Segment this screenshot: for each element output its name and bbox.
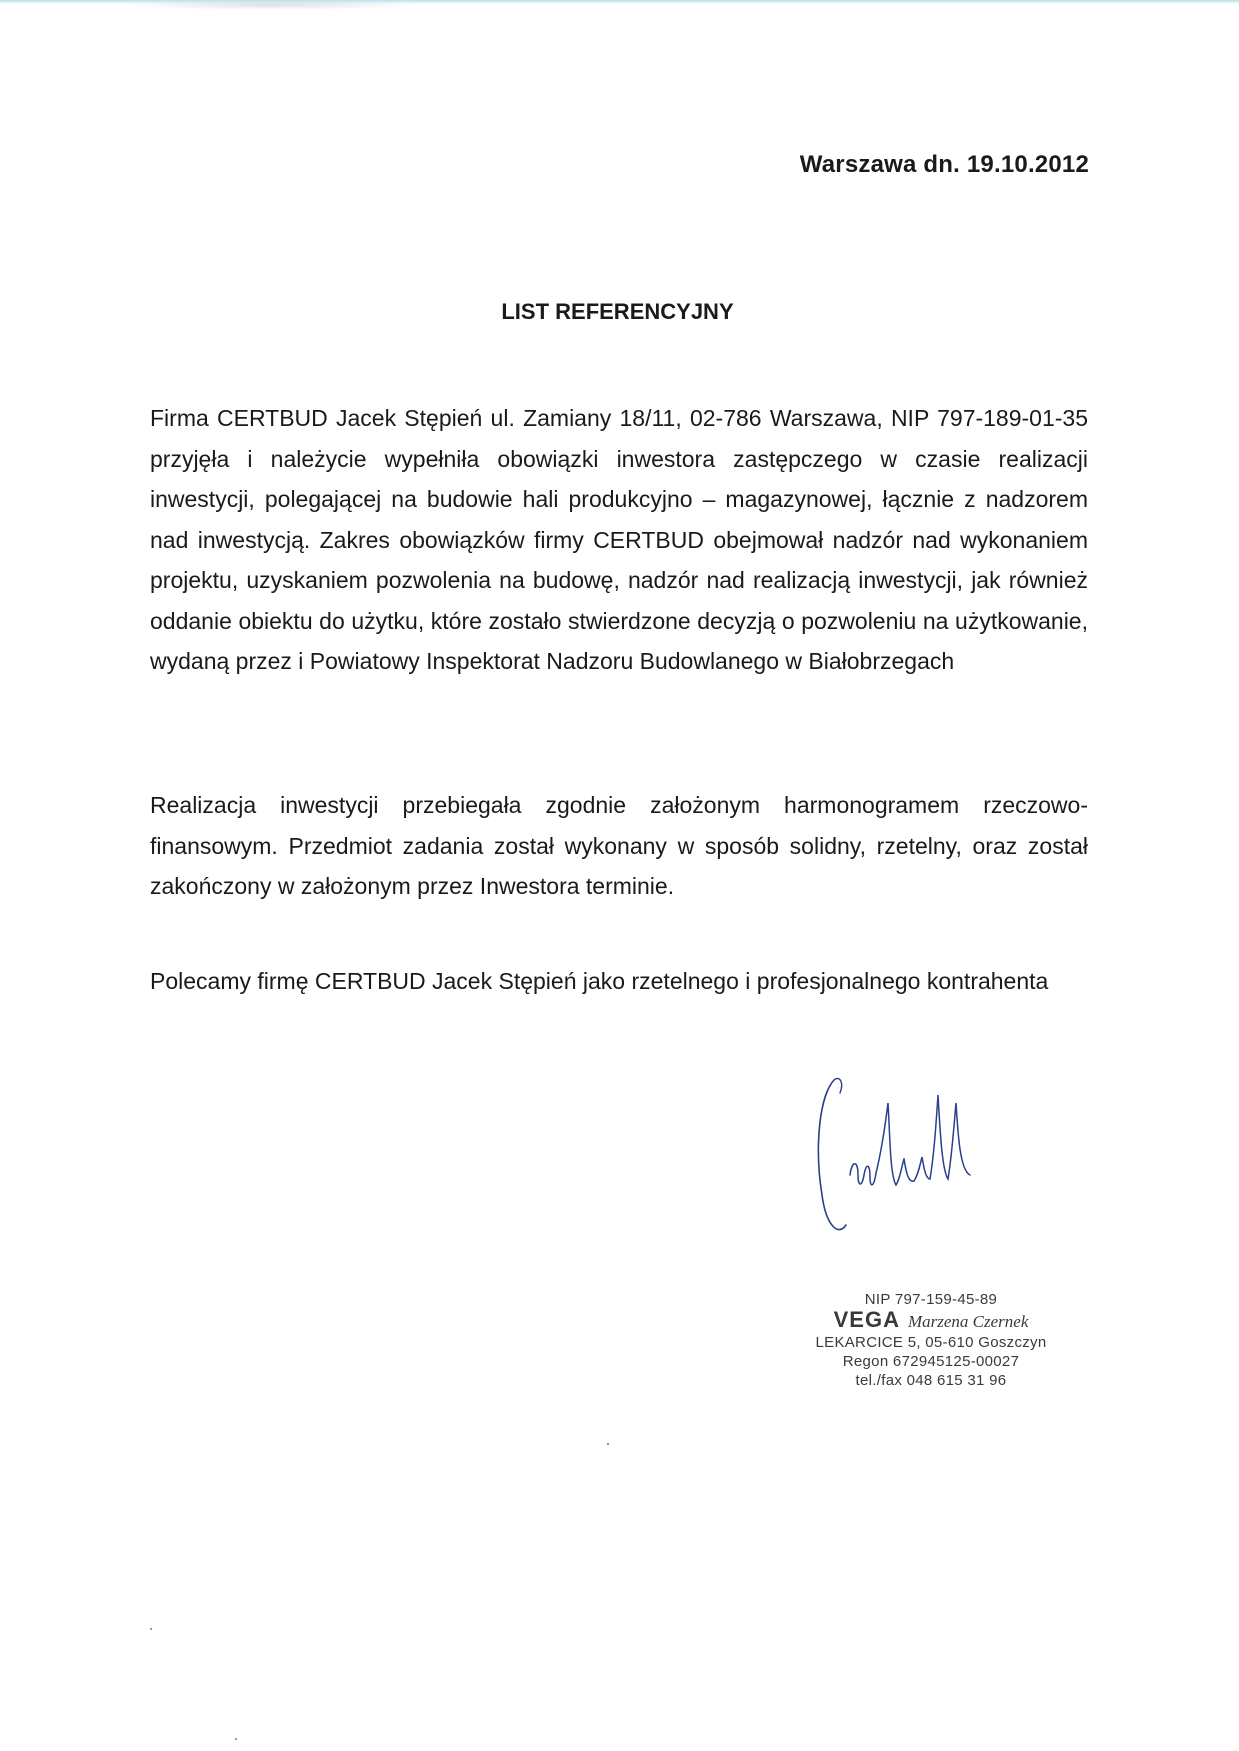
scan-speck (150, 1628, 152, 1630)
stamp-phone: tel./fax 048 615 31 96 (855, 1372, 1007, 1389)
handwritten-signature (810, 1075, 1000, 1245)
stamp-regon: Regon 672945125-00027 (842, 1353, 1020, 1370)
stamp-brand-line (776, 1309, 1086, 1333)
paragraph-2: Realizacja inwestycji przebiegała zgodnie założonym harmonogramem rzeczowo-finansowym. Przedmiot zadania został wykonany w sposób solidny, rzetelny, oraz został zakończony w założonym przez Inwestora terminie. (150, 792, 1088, 899)
letter-title: LIST REFERENCYJNY (501, 299, 734, 324)
company-stamp (776, 1290, 1086, 1390)
scan-speck (235, 1738, 237, 1740)
paragraph-1: Firma CERTBUD Jacek Stępień ul. Zamiany 18/11, 02-786 Warszawa, NIP 797-189-01-35 przyjęła i należycie wypełniła obowiązki inwestora zastępczego w czasie realizacji inwestycji, polegającej na budowie hali produkcyjno – magazynowej, łącznie z nadzorem nad inwestycją. Zakres obowiązków firmy CERTBUD obejmował nadzór nad wykonaniem projektu, uzyskaniem pozwolenia na budowę, nadzór nad realizacją inwestycji, jak również oddanie obiektu do użytku, które zostało stwierdzone decyzją o pozwoleniu na użytkowanie, wydaną przez i Powiatowy Inspektorat Nadzoru Budowlanego w Białobrzegach (150, 405, 1088, 674)
stamp-address: LEKARCICE 5, 05-610 Goszczyn (815, 1334, 1047, 1351)
paragraph-3: Polecamy firmę CERTBUD Jacek Stępień jako rzetelnego i profesjonalnego kontrahenta (150, 968, 1049, 994)
stamp-owner: Marzena Czernek (907, 1312, 1029, 1331)
scan-speck (607, 1443, 609, 1445)
stamp-brand: VEGA (833, 1307, 900, 1332)
stamp-nip: NIP 797-159-45-89 (864, 1291, 998, 1308)
scan-smudge (120, 0, 420, 10)
date-line: Warszawa dn. 19.10.2012 (799, 151, 1089, 178)
